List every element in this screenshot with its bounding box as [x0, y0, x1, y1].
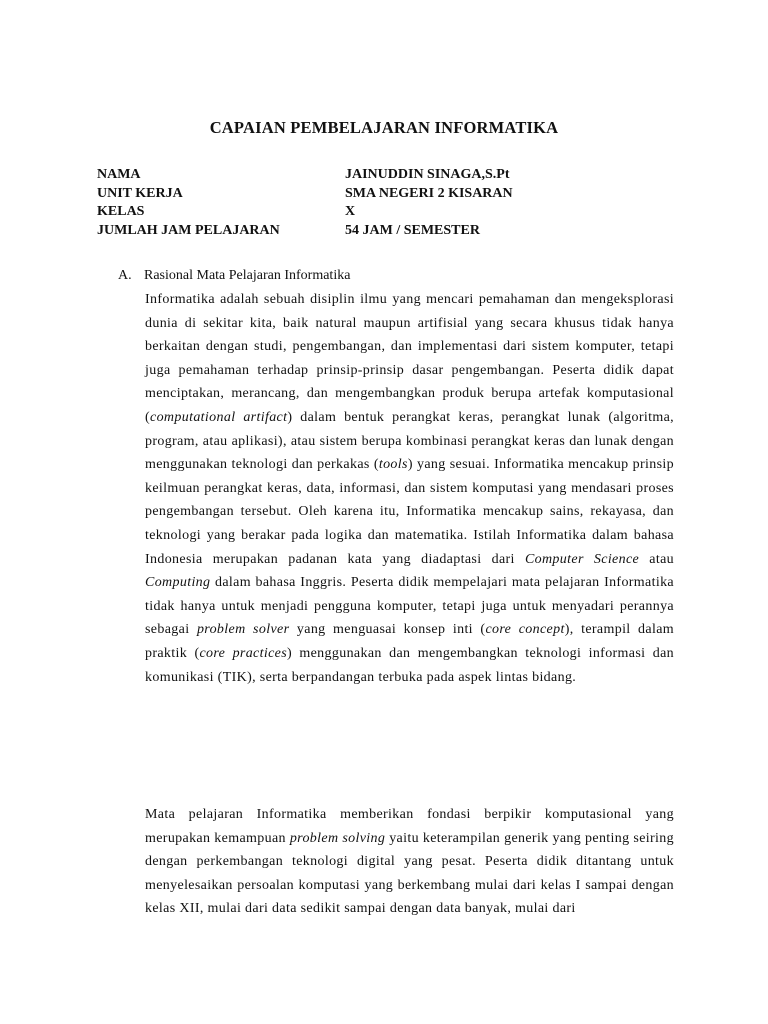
text-run: atau [639, 551, 674, 567]
italic-term: Computer Science [524, 551, 640, 567]
text-run: Informatika adalah sebuah disiplin ilmu yang mencari pemahaman dan mengeksplorasi dunia di sekitar kita, baik natural maupun artifisial yang secara khusus tidak hanya berkaitan dengan studi, pengembangan, dan implementasi dari sistem komputer, tetapi juga pemahaman terhadap prinsip-prinsip dasar pengembangan. Peserta didik dapat menciptakan, merancang, dan mengembangkan produk berupa artefak komputasional ( [145, 292, 674, 425]
text-run: yaitu keterampilan generik yang penting seiring dengan perkembangan teknologi digital yang pesat. Peserta didik ditantang untuk menyelesaikan persoalan komputasi yang berkembang mulai dari kelas I sampai dengan kelas XII, mulai dari data sedikit sampai dengan data banyak, mulai dari [145, 830, 674, 917]
italic-term: Computing [145, 575, 211, 591]
text-run: ) yang sesuai. Informatika mencakup prinsip keilmuan perangkat keras, data, informasi, dan sistem komputasi yang mendasari proses pengembangan tersebut. Oleh karena itu, Informatika mencakup sains, rekayasa, dan teknologi yang berakar pada logika dan matematika. Istilah Informatika dalam bahasa Indonesia merupakan padanan kata yang diadaptasi dari [145, 457, 674, 567]
info-label: KELAS [97, 204, 145, 219]
text-run: ), terampil dalam praktik ( [145, 622, 675, 661]
info-value: X [345, 204, 356, 219]
info-row-jam-pelajaran [97, 222, 657, 241]
italic-term: computational artifact [150, 409, 288, 425]
info-value: 54 JAM / SEMESTER [345, 222, 480, 238]
info-row-unit-kerja [97, 185, 657, 204]
italic-term: problem solver [196, 622, 290, 638]
italic-term: problem solving [289, 830, 386, 846]
italic-term: core concept [485, 622, 565, 638]
section-a-heading [118, 266, 678, 286]
section-letter: A. [118, 268, 132, 283]
document-title: CAPAIAN PEMBELAJARAN INFORMATIKA [209, 118, 559, 137]
paragraph-1 [145, 288, 674, 689]
info-value: SMA NEGERI 2 KISARAN [345, 185, 513, 201]
identity-table [97, 166, 657, 240]
info-label: UNIT KERJA [97, 185, 183, 201]
info-row-nama [97, 166, 657, 185]
info-label: JUMLAH JAM PELAJARAN [97, 222, 280, 238]
text-run: Mata pelajaran Informatika memberikan fondasi berpikir komputasional yang merupakan kemampuan [145, 807, 674, 846]
text-run: yang menguasai konsep inti ( [289, 622, 486, 638]
text-run: ) menggunakan dan mengembangkan teknologi informasi dan komunikasi (TIK), serta berpandangan terbuka pada aspek lintas bidang. [145, 645, 675, 685]
text-run: dalam bahasa Inggris. Peserta didik mempelajari mata pelajaran Informatika tidak hanya untuk menjadi pengguna komputer, tetapi juga untuk menyadari perannya sebagai [145, 575, 674, 638]
text-run: ) dalam bentuk perangkat keras, perangkat lunak (algoritma, program, atau aplikasi), atau sistem berupa kombinasi perangkat keras dan lunak dengan menggunakan teknologi dan perkakas ( [145, 409, 674, 473]
italic-term: tools [378, 457, 408, 473]
paragraph-2 [145, 803, 674, 921]
section-title: Rasional Mata Pelajaran Informatika [144, 268, 351, 283]
info-value: JAINUDDIN SINAGA,S.Pt [345, 167, 510, 182]
italic-term: core practices [199, 645, 288, 661]
info-row-kelas [97, 203, 657, 222]
info-label: NAMA [97, 167, 141, 182]
